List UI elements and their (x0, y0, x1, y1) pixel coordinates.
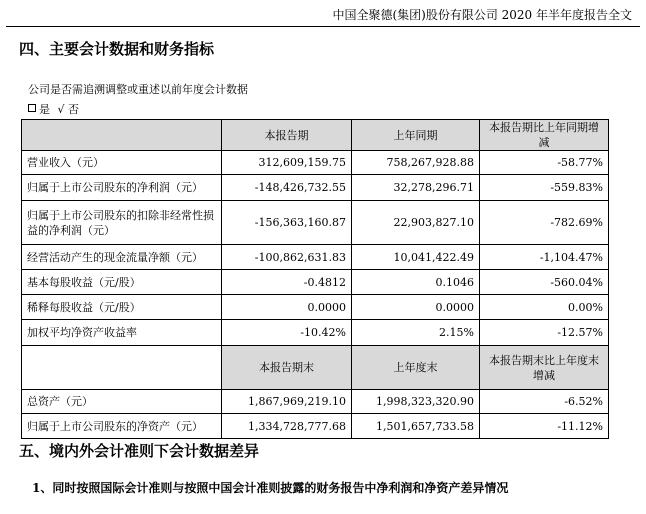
table-row (22, 390, 609, 414)
cell-value: -12.57% (480, 320, 609, 346)
cell-value: 2.15% (352, 320, 480, 346)
table-row (22, 295, 609, 320)
cell-value: -58.77% (480, 151, 609, 175)
table-row (22, 245, 609, 270)
key-financial-data-table (21, 119, 609, 439)
cell-value: -100,862,631.83 (222, 245, 352, 270)
cell-value: -11.12% (480, 414, 609, 439)
page-header: 中国全聚德(集团)股份有限公司 2020 年半年度报告全文 (332, 8, 632, 22)
answer-no: √ 否 (57, 103, 80, 116)
row-label: 基本每股收益（元/股） (22, 270, 222, 295)
row-label: 总资产（元） (22, 390, 222, 414)
header-divider (6, 26, 640, 27)
row-label: 经营活动产生的现金流量净额（元） (22, 245, 222, 270)
cell-value: -148,426,732.55 (222, 175, 352, 201)
restatement-question: 公司是否需追溯调整或重述以前年度会计数据 (28, 83, 248, 96)
table-row (22, 201, 609, 245)
cell-value: -10.42% (222, 320, 352, 346)
cell-value: 758,267,928.88 (352, 151, 480, 175)
cell-value: -559.83% (480, 175, 609, 201)
section-5-title: 五、境内外会计准则下会计数据差异 (19, 442, 260, 460)
cell-value: 1,998,323,320.90 (352, 390, 480, 414)
cell-value: 0.1046 (352, 270, 480, 295)
header-blank-cell (22, 346, 222, 390)
answer-yes: 是 (39, 103, 50, 116)
section-4-title: 四、主要会计数据和财务指标 (19, 40, 215, 58)
cell-value: 0.00% (480, 295, 609, 320)
header-blank-cell (22, 120, 222, 151)
column-header: 上年同期 (352, 120, 480, 151)
table-row (22, 320, 609, 346)
cell-value: 22,903,827.10 (352, 201, 480, 245)
row-label: 加权平均净资产收益率 (22, 320, 222, 346)
cell-value: -782.69% (480, 201, 609, 245)
row-label: 稀释每股收益（元/股） (22, 295, 222, 320)
column-header: 本报告期 (222, 120, 352, 151)
restatement-answer (28, 101, 79, 117)
table-header-row (22, 346, 609, 390)
cell-value: 0.0000 (222, 295, 352, 320)
cell-value: 10,041,422.49 (352, 245, 480, 270)
cell-value: 1,501,657,733.58 (352, 414, 480, 439)
cell-value: -560.04% (480, 270, 609, 295)
column-header: 上年度末 (352, 346, 480, 390)
row-label: 归属于上市公司股东的净利润（元） (22, 175, 222, 201)
cell-value: 1,334,728,777.68 (222, 414, 352, 439)
cell-value: -0.4812 (222, 270, 352, 295)
table-row (22, 270, 609, 295)
row-label: 营业收入（元） (22, 151, 222, 175)
checkbox-icon (28, 104, 36, 112)
table-row (22, 175, 609, 201)
cell-value: -6.52% (480, 390, 609, 414)
column-header: 本报告期比上年同期增减 (480, 120, 609, 151)
cell-value: -1,104.47% (480, 245, 609, 270)
cell-value: 312,609,159.75 (222, 151, 352, 175)
row-label: 归属于上市公司股东的净资产（元） (22, 414, 222, 439)
cell-value: 1,867,969,219.10 (222, 390, 352, 414)
cell-value: -156,363,160.87 (222, 201, 352, 245)
table-row (22, 414, 609, 439)
cell-value: 32,278,296.71 (352, 175, 480, 201)
section-5-subtitle: 1、同时按照国际会计准则与按照中国会计准则披露的财务报告中净利润和净资产差异情况 (32, 481, 509, 495)
cell-value: 0.0000 (352, 295, 480, 320)
row-label: 归属于上市公司股东的扣除非经常性损益的净利润（元） (22, 201, 222, 245)
table-row (22, 151, 609, 175)
table-header-row (22, 120, 609, 151)
column-header: 本报告期末比上年度末增减 (480, 346, 609, 390)
column-header: 本报告期末 (222, 346, 352, 390)
